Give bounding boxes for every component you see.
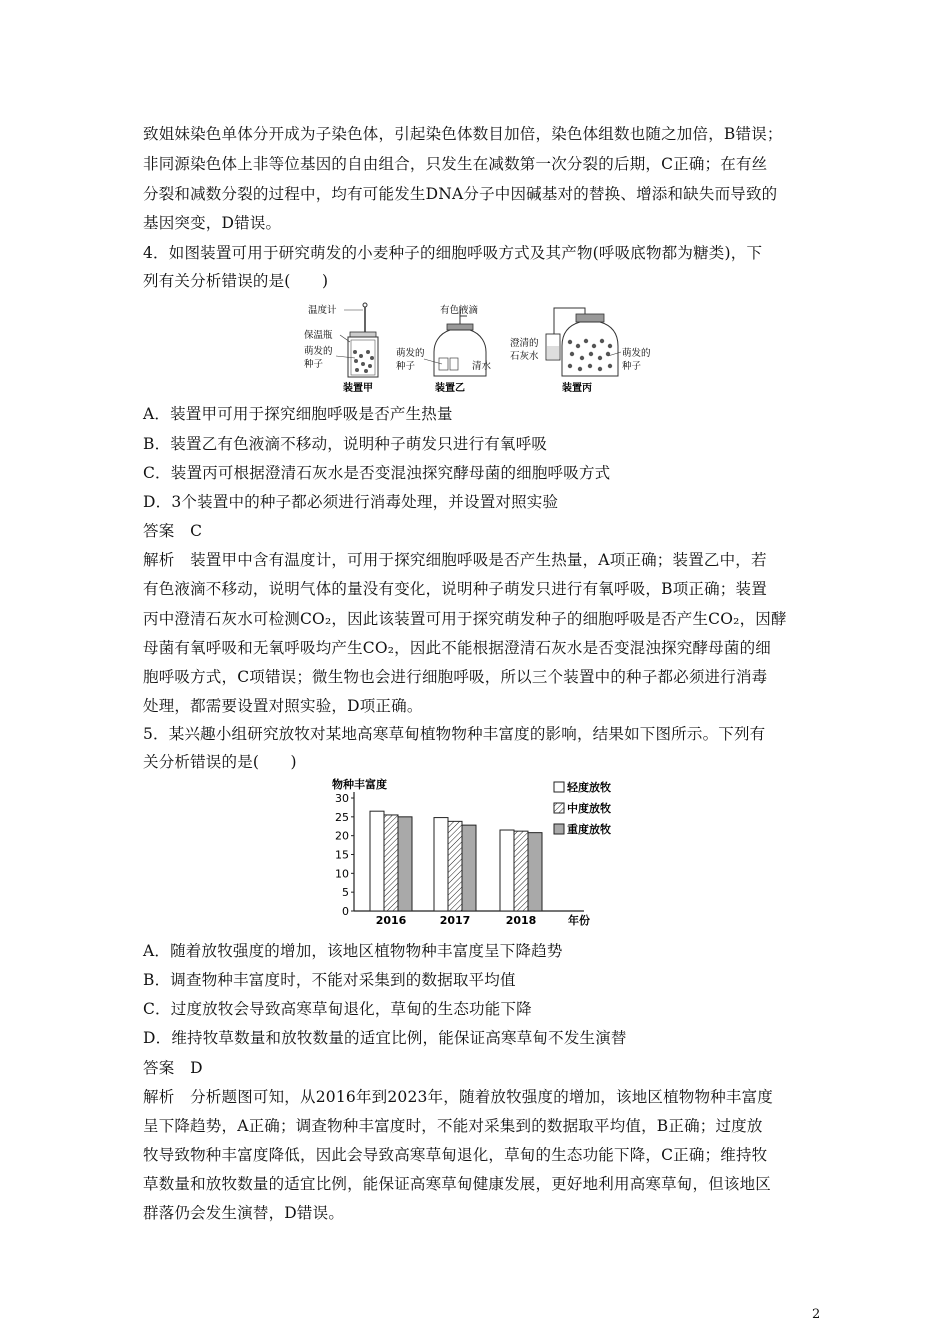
- option-a: A．装置甲可用于探究细胞呼吸是否产生热量: [143, 405, 453, 423]
- answer: 答案 C: [143, 522, 203, 540]
- analysis-line: 解析 分析题图可知，从2016年到2023年，随着放牧强度的增加，该地区植物物种丰富度: [143, 1088, 773, 1106]
- label-flask: 保温瓶: [304, 330, 333, 341]
- text-line: 分裂和减数分裂的过程中，均有可能发生DNA分子中因碱基对的替换、增添和缺失而导致的: [143, 185, 778, 203]
- bar: [462, 825, 476, 911]
- text-line: 致姐妹染色单体分开成为子染色体，引起染色体数目加倍，染色体组数也随之加倍，B错误；: [143, 125, 783, 143]
- x-tick-label: 2018: [505, 914, 537, 927]
- label-limewater: 石灰水: [510, 351, 539, 362]
- label-thermometer: 温度计: [308, 305, 337, 316]
- legend-label: 轻度放牧: [567, 781, 611, 794]
- option-b: B．装置乙有色液滴不移动，说明种子萌发只进行有氧呼吸: [143, 435, 548, 453]
- bar: [528, 833, 542, 911]
- apparatus-yi: [396, 304, 492, 394]
- analysis-line: 母菌有氧呼吸和无氧呼吸均产生CO₂，因此不能根据澄清石灰水是否变混浊探究酵母菌的细: [143, 639, 771, 657]
- legend-swatch: [554, 782, 564, 792]
- y-tick-label: 0: [342, 905, 349, 918]
- analysis-line: 处理，都需要设置对照实验，D项正确。: [143, 697, 423, 715]
- bar-chart: [318, 776, 638, 930]
- text-line: 基因突变，D错误。: [143, 214, 282, 232]
- option-a: A．随着放牧强度的增加，该地区植物物种丰富度呈下降趋势: [143, 942, 563, 960]
- x-tick-label: 2016: [375, 914, 407, 927]
- bar: [514, 831, 528, 911]
- bar: [384, 815, 398, 911]
- analysis-line: 呈下降趋势，A正确；调查物种丰富度时，不能对采集到的数据取平均值，B正确；过度放: [143, 1117, 763, 1135]
- bar: [370, 811, 384, 911]
- label-droplet: 有色液滴: [440, 305, 479, 316]
- legend-label: 中度放牧: [567, 802, 611, 815]
- caption-bing: 装置丙: [562, 383, 592, 394]
- bars: [370, 811, 542, 911]
- legend-swatch: [554, 803, 564, 813]
- y-tick-label: 30: [335, 792, 349, 805]
- analysis-line: 解析 装置甲中含有温度计，可用于探究细胞呼吸是否产生热量，A项正确；装置乙中，若: [143, 551, 767, 569]
- analysis-line: 牧导致物种丰富度降低，因此会导致高寒草甸退化，草甸的生态功能下降，C正确；维持牧: [143, 1146, 768, 1164]
- apparatus-jia: [304, 303, 378, 394]
- legend: [554, 780, 611, 836]
- option-d: D．维持牧草数量和放牧数量的适宜比例，能保证高寒草甸不发生演替: [143, 1029, 627, 1047]
- y-tick-label: 20: [335, 829, 349, 843]
- label-water: 清水: [472, 361, 492, 372]
- label-limewater: 澄清的: [510, 338, 539, 349]
- x-axis-label: 年份: [568, 914, 590, 927]
- y-ticks: [335, 792, 354, 918]
- bar: [448, 821, 462, 911]
- caption-jia: 装置甲: [343, 383, 373, 394]
- legend-swatch: [554, 824, 564, 834]
- question-5-stem: 关分析错误的是( ): [143, 753, 297, 771]
- apparatus-figure: [300, 294, 660, 396]
- analysis-line: 有色液滴不移动，说明气体的量没有变化，说明种子萌发只进行有氧呼吸，B项正确；装置: [143, 580, 767, 598]
- label-seeds: 种子: [622, 361, 642, 372]
- page-number: 2: [812, 1307, 821, 1322]
- apparatus-bing: [510, 308, 651, 394]
- option-b: B．调查物种丰富度时，不能对采集到的数据取平均值: [143, 971, 516, 989]
- bar: [434, 818, 448, 911]
- bar: [500, 830, 514, 911]
- y-tick-label: 25: [335, 810, 349, 824]
- y-tick-label: 10: [335, 867, 349, 881]
- bar: [398, 817, 412, 911]
- question-4-stem: 列有关分析错误的是( ): [143, 272, 329, 290]
- label-seeds: 种子: [304, 359, 324, 370]
- label-seeds: 萌发的: [396, 348, 425, 359]
- option-c: C．装置丙可根据澄清石灰水是否变混浊探究酵母菌的细胞呼吸方式: [143, 464, 611, 482]
- analysis-line: 丙中澄清石灰水可检测CO₂，因此该装置可用于探究萌发种子的细胞呼吸是否产生CO₂，因酵: [143, 610, 787, 628]
- text-line: 非同源染色体上非等位基因的自由组合，只发生在减数第一次分裂的后期，C正确；在有丝: [143, 155, 768, 173]
- y-axis-label: 物种丰富度: [332, 778, 387, 791]
- analysis-line: 草数量和放牧数量的适宜比例，能保证高寒草甸健康发展，更好地利用高寒草甸，但该地区: [143, 1175, 772, 1193]
- y-tick-label: 5: [342, 886, 349, 900]
- analysis-line: 胞呼吸方式，C项错误；微生物也会进行细胞呼吸，所以三个装置中的种子都必须进行消毒: [143, 668, 768, 686]
- label-seeds: 种子: [396, 361, 416, 372]
- option-c: C．过度放牧会导致高寒草甸退化，草甸的生态功能下降: [143, 1000, 532, 1018]
- x-tick-label: 2017: [439, 914, 471, 927]
- label-seeds: 萌发的: [304, 346, 333, 357]
- label-seeds: 萌发的: [622, 348, 651, 359]
- x-ticks: [376, 914, 537, 927]
- option-d: D．3个装置中的种子都必须进行消毒处理，并设置对照实验: [143, 493, 559, 511]
- question-5-stem: 5．某兴趣小组研究放牧对某地高寒草甸植物物种丰富度的影响，结果如下图所示。下列有: [143, 725, 766, 743]
- question-4-stem: 4．如图装置可用于研究萌发的小麦种子的细胞呼吸方式及其产物(呼吸底物都为糖类)，下: [143, 244, 763, 262]
- caption-yi: 装置乙: [435, 383, 465, 394]
- legend-label: 重度放牧: [567, 823, 611, 836]
- answer: 答案 D: [143, 1059, 203, 1077]
- analysis-line: 群落仍会发生演替，D错误。: [143, 1204, 345, 1222]
- y-tick-label: 15: [335, 848, 349, 862]
